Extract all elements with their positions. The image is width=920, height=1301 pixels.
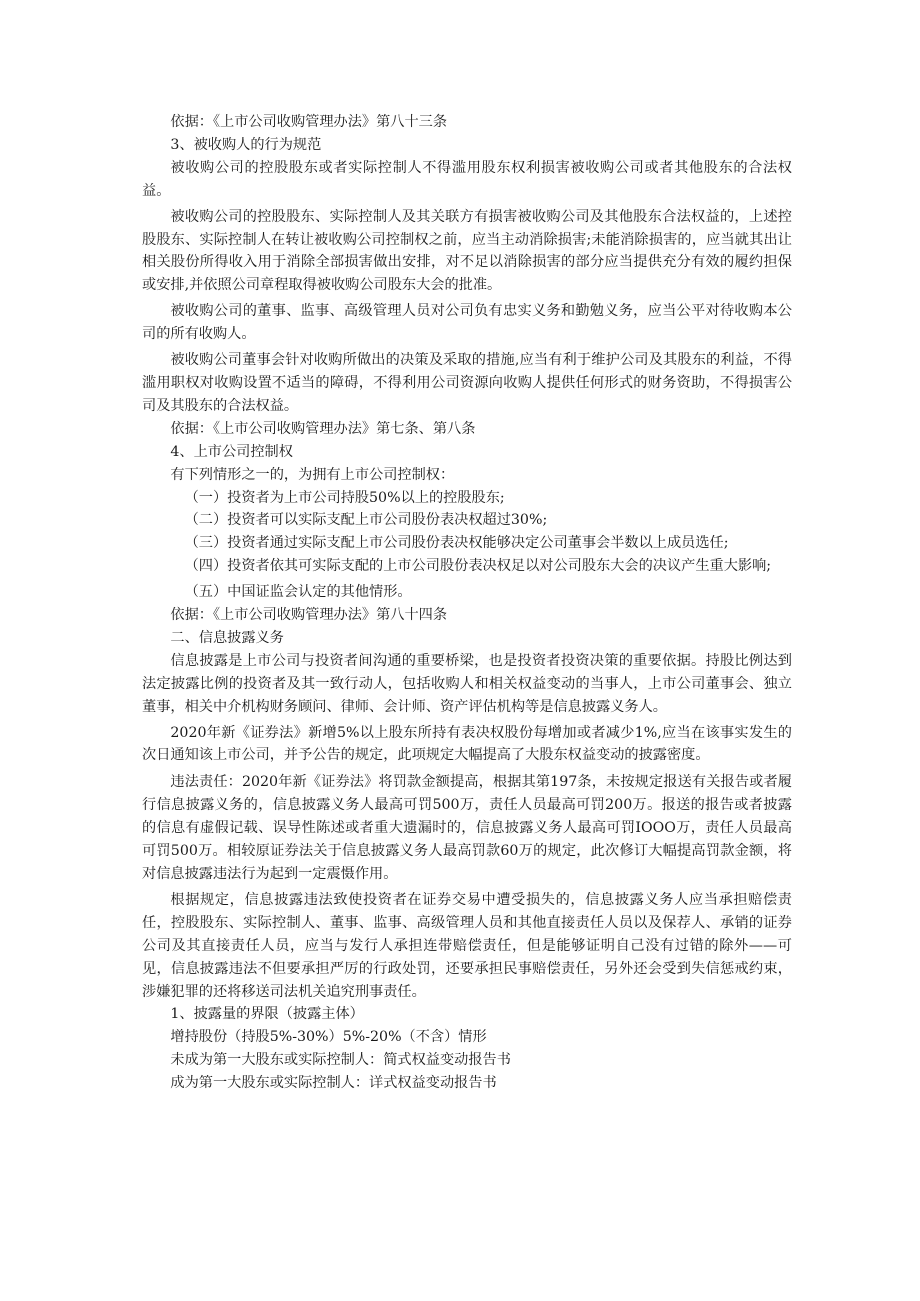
section-heading-4: 4、上市公司控制权 [170, 443, 293, 460]
basis-article-84: 依据：《上市公司收购管理办法》第八十四条 [170, 607, 448, 624]
body-line: 成为第一大股东或实际控制人：详式权益变动报告书 [170, 1075, 497, 1092]
body-paragraph: 被收购公司的控股股东、实际控制人及其关联方有损害被收购公司及其他股东合法权益的，上述控股股东、实际控制人在转让被收购公司控制权之前，应当主动消除损害;未能消除损害的，应当就其出让相关股份所得收入用于消除全部损害做出安排，对不足以消除损害的部分应当提供充分有效的履约担保或安排,并依照公司章程取得被收购公司股东大会的批准。 [142, 208, 792, 294]
list-item: （三）投资者通过实际支配上市公司股份表决权能够决定公司董事会半数以上成员选任; [184, 535, 729, 552]
body-paragraph: 违法责任：2020年新《证券法》将罚款金额提高，根据其第197条，未按规定报送有关报告或者履行信息披露义务的，信息披露义务人最高可罚500万，责任人员最高可罚200万。报送的报告或者披露的信息有虚假记载、误导性陈述或者重大遗漏时的，信息披露义务人最高可罚IOOO万，责任人员最高可罚500万。相较原证券法关于信息披露义务人最高罚款60万的规定，此次修订大幅提高罚款金额，将对信息披露违法行为起到一定震慑作用。 [142, 774, 792, 882]
document-page [142, 111, 792, 1095]
sub-heading-1: 1、披露量的界限（披露主体） [170, 1006, 364, 1023]
list-item: （二）投资者可以实际支配上市公司股份表决权超过30%; [184, 512, 548, 529]
section-heading-2: 二、信息披露义务 [170, 629, 284, 646]
body-paragraph: 有下列情形之一的，为拥有上市公司控制权： [170, 466, 455, 483]
list-item: （四）投资者依其可实际支配的上市公司股份表决权足以对公司股东大会的决议产生重大影响; [184, 558, 772, 575]
basis-article-83: 依据：《上市公司收购管理办法》第八十三条 [170, 114, 448, 130]
body-paragraph: 2020年新《证券法》新增5%以上股东所持有表决权股份每增加或者减少1%,应当在该事实发生的次日通知该上市公司，并予公告的规定，此项规定大幅提高了大股东权益变动的披露密度。 [142, 724, 792, 764]
body-paragraph: 根据规定，信息披露违法致使投资者在证券交易中遭受损失的，信息披露义务人应当承担赔偿责任，控股股东、实际控制人、董事、监事、高级管理人员和其他直接责任人员以及保荐人、承销的证券公司及其直接责任人员，应当与发行人承担连带赔偿责任，但是能够证明自己没有过错的除外——可见，信息披露违法不但要承担严厉的行政处罚，还要承担民事赔偿责任，另外还会受到失信惩戒约束，涉嫌犯罪的还将移送司法机关追究刑事责任。 [142, 891, 792, 1000]
section-heading-3: 3、被收购人的行为规范 [170, 136, 322, 153]
basis-articles-7-8: 依据：《上市公司收购管理办法》第七条、第八条 [170, 420, 476, 437]
list-item: （一）投资者为上市公司持股50%以上的控股股东; [184, 489, 505, 506]
body-paragraph: 被收购公司的控股股东或者实际控制人不得滥用股东权利损害被收购公司或者其他股东的合法权益。 [142, 159, 792, 199]
body-paragraph: 信息披露是上市公司与投资者间沟通的重要桥梁，也是投资者投资决策的重要依据。持股比例达到法定披露比例的投资者及其一致行动人，包括收购人和相关权益变动的当事人，上市公司董事会、独立董事，相关中介机构财务顾问、律师、会计师、资产评估机构等是信息披露义务人。 [142, 652, 792, 715]
body-line: 未成为第一大股东或实际控制人：简式权益变动报告书 [170, 1052, 511, 1069]
body-paragraph: 被收购公司的董事、监事、高级管理人员对公司负有忠实义务和勤勉义务，应当公平对待收购本公司的所有收购人。 [142, 303, 792, 343]
body-line: 增持股份（持股5%-30%）5%-20%（不含）情形 [170, 1029, 487, 1046]
body-paragraph: 被收购公司董事会针对收购所做出的决策及采取的措施,应当有利于维护公司及其股东的利益，不得滥用职权对收购设置不适当的障碍，不得利用公司资源向收购人提供任何形式的财务资助，不得损害公司及其股东的合法权益。 [142, 352, 792, 414]
list-item: （五）中国证监会认定的其他情形。 [184, 584, 412, 601]
